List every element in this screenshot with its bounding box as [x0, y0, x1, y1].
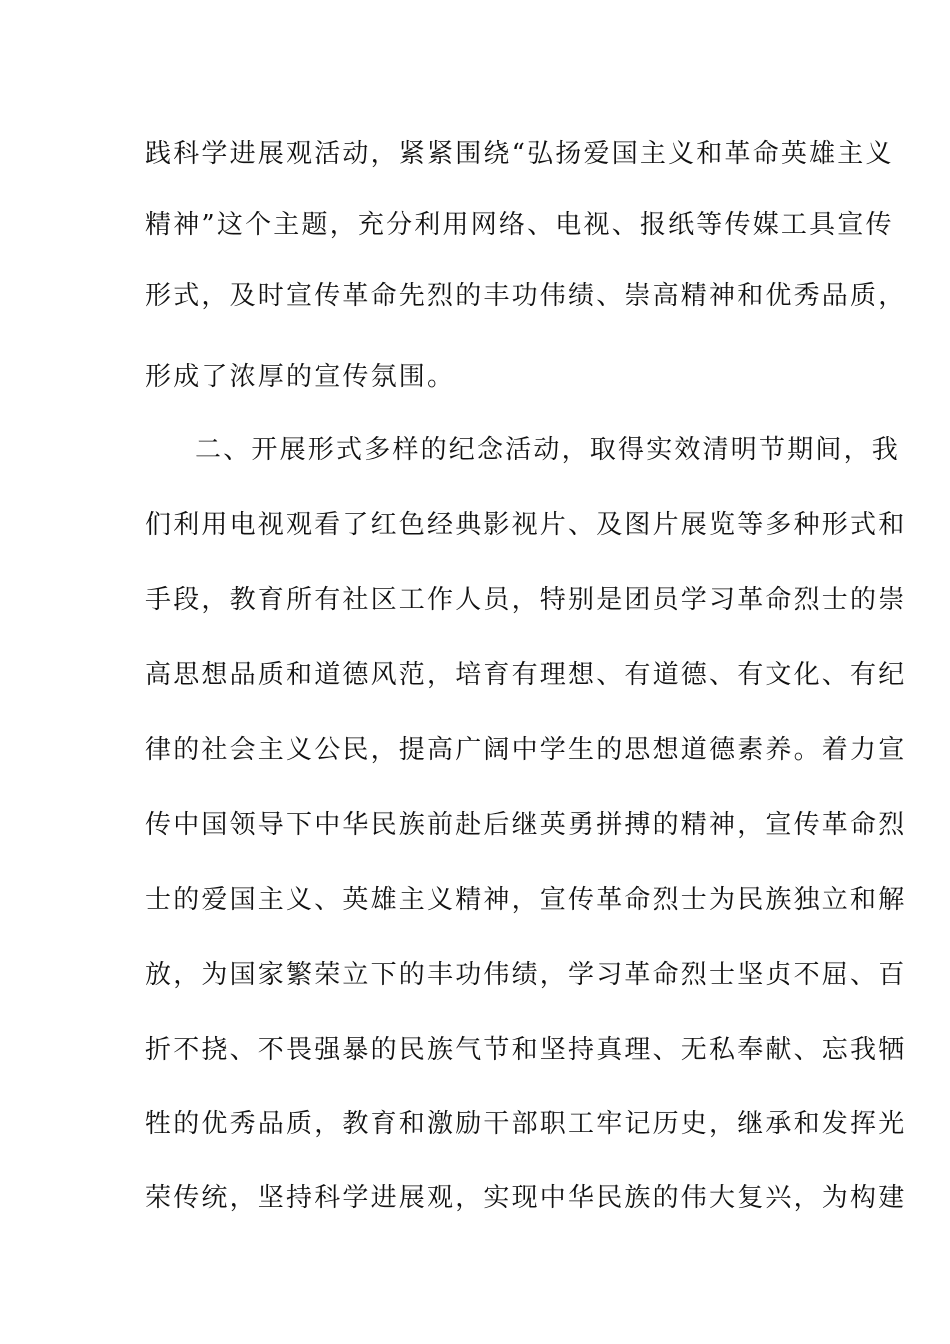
text-line: 放，为国家繁荣立下的丰功伟绩，学习革命烈士坚贞不屈、百 [145, 960, 907, 990]
text-line: 律的社会主义公民，提高广阔中学生的思想道德素养。着力宣 [145, 735, 907, 765]
paragraph-first-line: 二、开展形式多样的纪念活动，取得实效清明节期间，我 [195, 435, 901, 465]
text-line: 高思想品质和道德风范，培育有理想、有道德、有文化、有纪 [145, 660, 907, 690]
text-line: 们利用电视观看了红色经典影视片、及图片展览等多种形式和 [145, 510, 907, 540]
text-line: 牲的优秀品质，教育和激励干部职工牢记历史，继承和发挥光 [145, 1109, 907, 1139]
text-line: 形成了浓厚的宣传氛围。 [145, 362, 456, 392]
text-line: 手段，教育所有社区工作人员，特别是团员学习革命烈士的崇 [145, 585, 907, 615]
text-line: 折不挠、不畏强暴的民族气节和坚持真理、无私奉献、忘我牺 [145, 1035, 907, 1065]
text-line: 践科学进展观活动，紧紧围绕“弘扬爱国主义和革命英雄主义 [145, 139, 894, 169]
text-line: 士的爱国主义、英雄主义精神，宣传革命烈士为民族独立和解 [145, 885, 907, 915]
text-line: 精神”这个主题，充分利用网络、电视、报纸等传媒工具宣传 [145, 210, 894, 240]
text-line: 荣传统，坚持科学进展观，实现中华民族的伟大复兴，为构建 [145, 1183, 907, 1213]
text-line: 传中国领导下中华民族前赴后继英勇拼搏的精神，宣传革命烈 [145, 810, 907, 840]
text-line: 形式，及时宣传革命先烈的丰功伟绩、崇高精神和优秀品质， [145, 281, 907, 311]
